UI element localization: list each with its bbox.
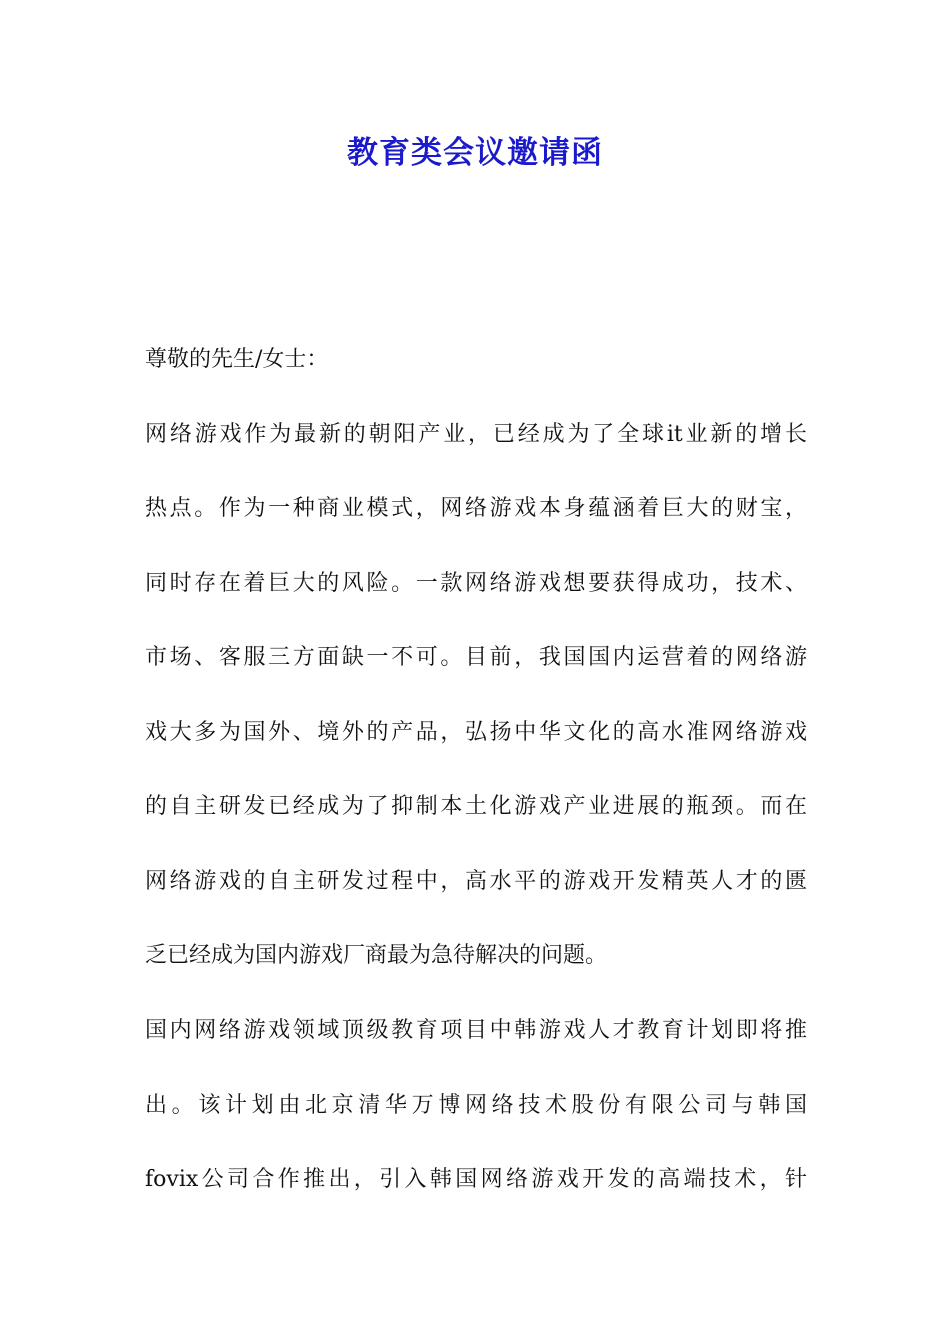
paragraph-2-line-1: 国内网络游戏领域顶级教育项目中韩游戏人才教育计划即将推 — [145, 1018, 807, 1043]
paragraph-1-line-7: 网络游戏的自主研发过程中，高水平的游戏开发精英人才的匮 — [145, 869, 807, 894]
document-title: 教育类会议邀请函 — [347, 135, 603, 171]
salutation: 尊敬的先生/女士： — [145, 347, 329, 372]
paragraph-2-line-3: fovix公司合作推出，引入韩国网络游戏开发的高端技术，针 — [145, 1167, 807, 1192]
paragraph-1-line-1: 网络游戏作为最新的朝阳产业，已经成为了全球it业新的增长 — [145, 422, 807, 447]
paragraph-2-line-2: 出。该计划由北京清华万博网络技术股份有限公司与韩国 — [145, 1093, 807, 1118]
paragraph-1-line-3: 同时存在着巨大的风险。一款网络游戏想要获得成功，技术、 — [145, 571, 807, 596]
paragraph-1-line-5: 戏大多为国外、境外的产品，弘扬中华文化的高水准网络游戏 — [145, 720, 807, 745]
paragraph-1-line-8: 乏已经成为国内游戏厂商最为急待解决的问题。 — [145, 943, 608, 968]
paragraph-1-line-2: 热点。作为一种商业模式，网络游戏本身蕴涵着巨大的财宝， — [145, 496, 807, 521]
paragraph-1-line-4: 市场、客服三方面缺一不可。目前，我国国内运营着的网络游 — [145, 645, 807, 670]
paragraph-1-line-6: 的自主研发已经成为了抑制本土化游戏产业进展的瓶颈。而在 — [145, 794, 807, 819]
